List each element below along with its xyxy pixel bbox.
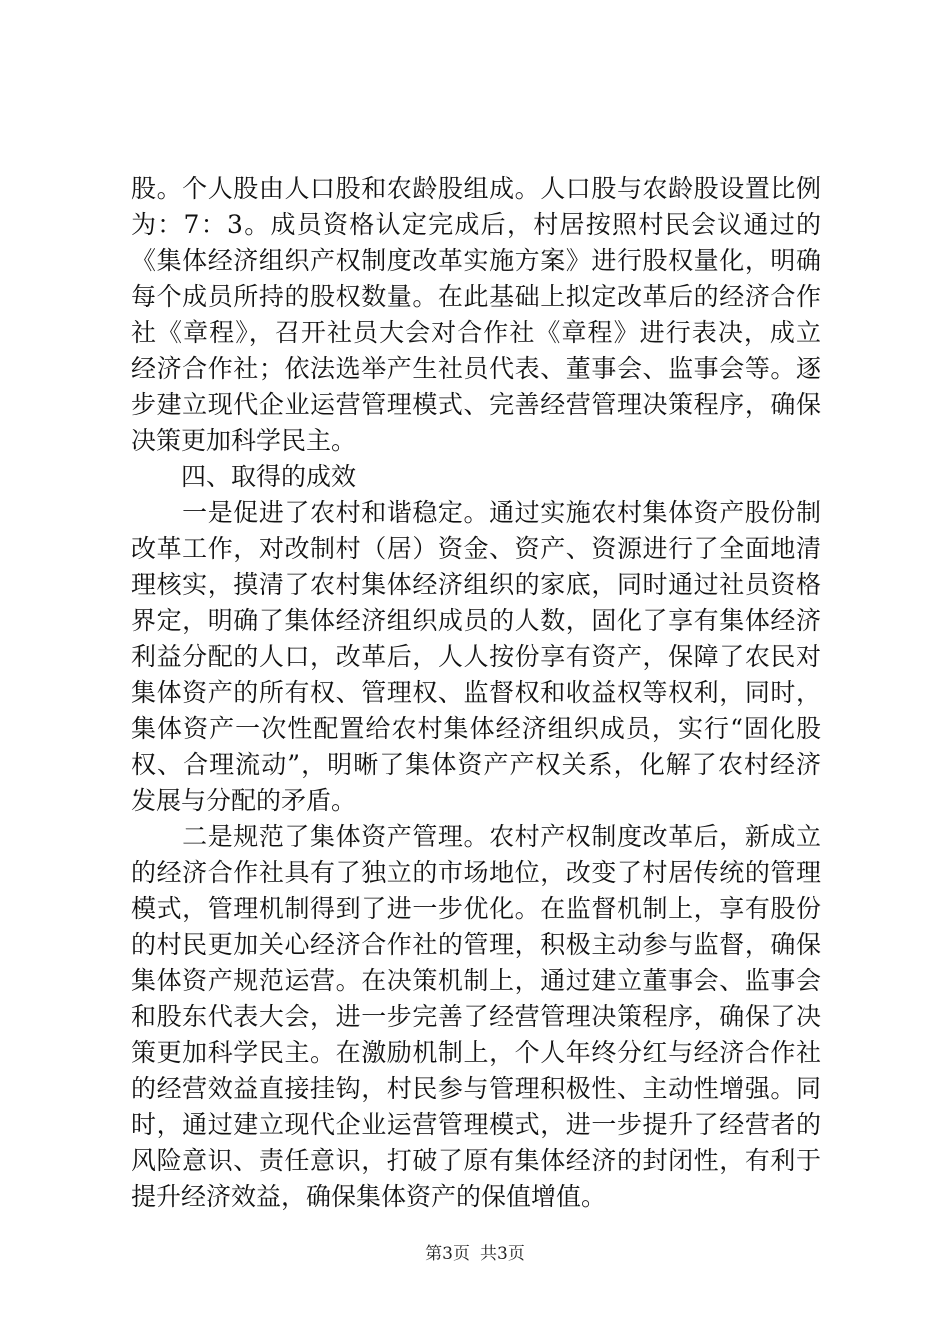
body-text [131, 171, 821, 1215]
text-line: 理核实，摸清了农村集体经济组织的家底，同时通过社员资格 [131, 570, 821, 599]
text-line: 集体资产规范运营。在决策机制上，通过建立董事会、监事会 [131, 966, 821, 995]
text-line: 权、合理流动”，明晰了集体资产产权关系，化解了农村经济 [131, 750, 821, 779]
text-line: 为：7：3。成员资格认定完成后，村居按照村民会议通过的 [131, 210, 821, 239]
page-footer [0, 1242, 950, 1266]
page-number: 第3页 [425, 1244, 470, 1264]
section-heading: 四、取得的成效 [131, 462, 357, 491]
text-line: 二是规范了集体资产管理。农村产权制度改革后，新成立 [131, 822, 821, 851]
text-line: 的经营效益直接挂钩，村民参与管理积极性、主动性增强。同 [131, 1074, 821, 1103]
text-line: 集体资产的所有权、管理权、监督权和收益权等权利，同时， [131, 678, 821, 707]
paragraph-end-line: 提升经济效益，确保集体资产的保值增值。 [131, 1182, 607, 1211]
text-line: 模式，管理机制得到了进一步优化。在监督机制上，享有股份 [131, 894, 821, 923]
text-line: 社《章程》，召开社员大会对合作社《章程》进行表决，成立 [131, 318, 821, 347]
paragraph-end-line: 发展与分配的矛盾。 [131, 786, 357, 815]
text-line: 一是促进了农村和谐稳定。通过实施农村集体资产股份制 [131, 498, 821, 527]
text-line: 每个成员所持的股权数量。在此基础上拟定改革后的经济合作 [131, 282, 821, 311]
text-line: 经济合作社；依法选举产生社员代表、董事会、监事会等。逐 [131, 354, 821, 383]
page-total: 共3页 [480, 1244, 525, 1264]
text-line: 步建立现代企业运营管理模式、完善经营管理决策程序，确保 [131, 390, 821, 419]
text-line: 利益分配的人口，改革后，人人按份享有资产，保障了农民对 [131, 642, 821, 671]
text-line: 的村民更加关心经济合作社的管理，积极主动参与监督，确保 [131, 930, 821, 959]
text-line: 《集体经济组织产权制度改革实施方案》进行股权量化，明确 [131, 246, 821, 275]
text-line: 集体资产一次性配置给农村集体经济组织成员，实行“固化股 [131, 714, 821, 743]
text-line: 的经济合作社具有了独立的市场地位，改变了村居传统的管理 [131, 858, 821, 887]
text-line: 时，通过建立现代企业运营管理模式，进一步提升了经营者的 [131, 1110, 821, 1139]
text-line: 改革工作，对改制村（居）资金、资产、资源进行了全面地清 [131, 534, 821, 563]
text-line: 策更加科学民主。在激励机制上，个人年终分红与经济合作社 [131, 1038, 821, 1067]
text-line: 风险意识、责任意识，打破了原有集体经济的封闭性，有利于 [131, 1146, 821, 1175]
paragraph-end-line: 决策更加科学民主。 [131, 426, 357, 455]
text-line: 股。个人股由人口股和农龄股组成。人口股与农龄股设置比例 [131, 174, 821, 203]
text-line: 界定，明确了集体经济组织成员的人数，固化了享有集体经济 [131, 606, 821, 635]
text-line: 和股东代表大会，进一步完善了经营管理决策程序，确保了决 [131, 1002, 821, 1031]
